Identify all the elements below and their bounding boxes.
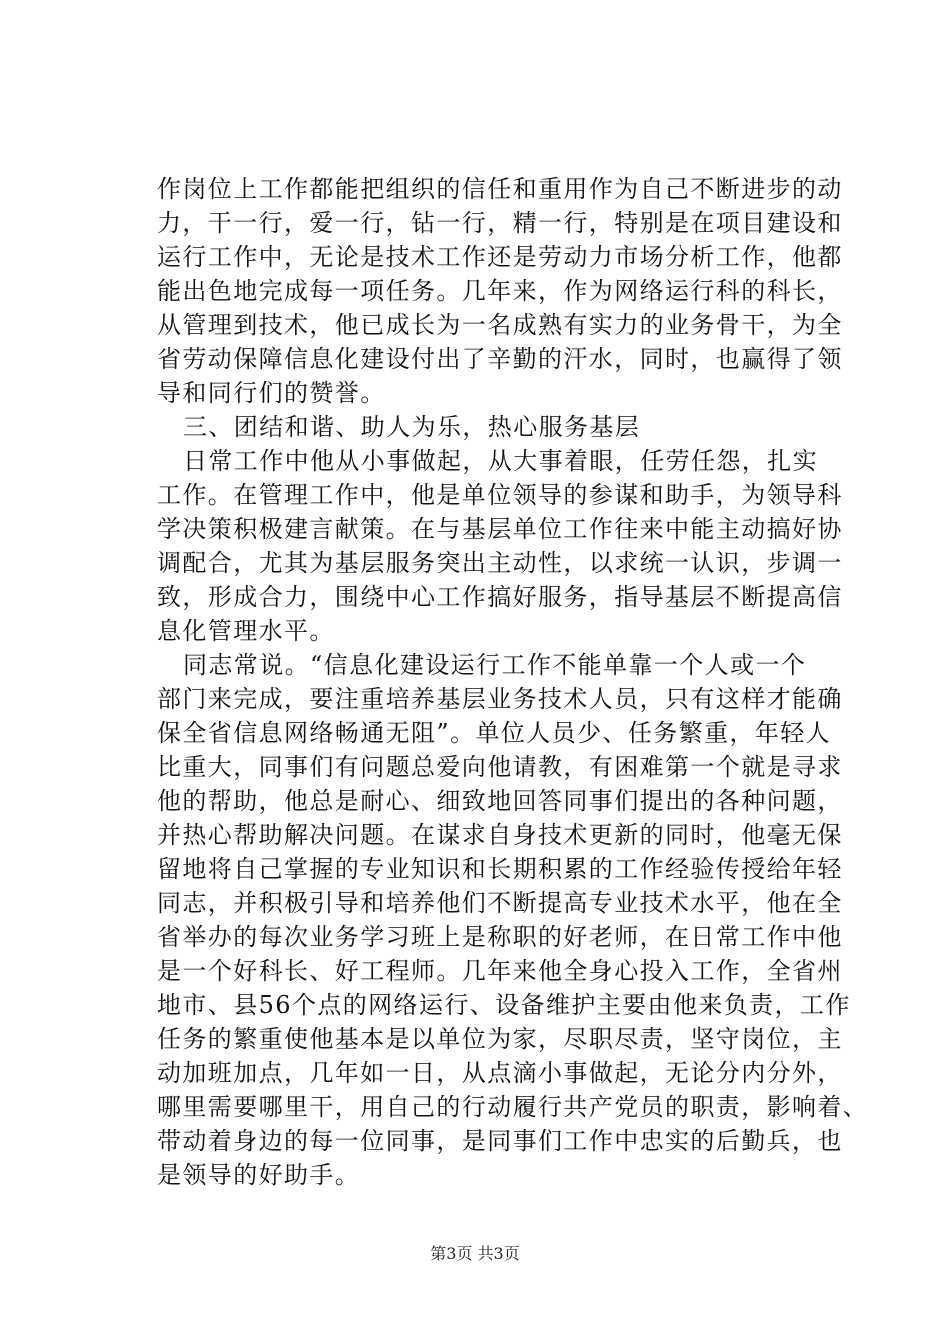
text-line: 致，形成合力，围绕中心工作搞好服务，指导基层不断提高信	[157, 583, 843, 611]
text-line: 导和同行们的赞誉。	[157, 379, 386, 407]
text-line: 学决策积极建言献策。在与基层单位工作往来中能主动搞好协	[157, 515, 843, 543]
section-heading: 三、团结和谐、助人为乐，热心服务基层	[183, 413, 641, 441]
text-line: 是领导的好助手。	[157, 1161, 361, 1189]
text-line: 带动着身边的每一位同事，是同事们工作中忠实的后勤兵，也	[157, 1127, 843, 1155]
text-line: 调配合，尤其为基层服务突出主动性，以求统一认识，步调一	[157, 549, 843, 577]
body-text	[157, 172, 869, 1192]
text-line: 是一个好科长、好工程师。几年来他全身心投入工作，全省州	[157, 957, 843, 985]
text-line: 同志，并积极引导和培养他们不断提高专业技术水平，他在全	[157, 889, 843, 917]
text-line: 任务的繁重使他基本是以单位为家，尽职尽责，坚守岗位，主	[157, 1025, 843, 1053]
text-line: 日常工作中他从小事做起，从大事着眼，任劳任怨，扎实	[183, 447, 818, 475]
text-line: 比重大，同事们有问题总爱向他请教，有困难第一个就是寻求	[157, 753, 843, 781]
text-line: 运行工作中，无论是技术工作还是劳动力市场分析工作，他都	[157, 243, 843, 271]
text-line: 并热心帮助解决问题。在谋求自身技术更新的同时，他毫无保	[157, 821, 843, 849]
text-line: 工作。在管理工作中，他是单位领导的参谋和助手，为领导科	[157, 481, 843, 509]
text-line: 他的帮助，他总是耐心、细致地回答同事们提出的各种问题，	[157, 787, 843, 815]
text-line: 息化管理水平。	[157, 617, 335, 645]
text-line: 省劳动保障信息化建设付出了辛勤的汗水，同时，也赢得了领	[157, 345, 843, 373]
text-line: 力，干一行，爱一行，钻一行，精一行，特别是在项目建设和	[157, 209, 843, 237]
text-line: 同志常说。“信息化建设运行工作不能单靠一个人或一个	[183, 651, 807, 679]
text-line: 能出色地完成每一项任务。几年来，作为网络运行科的科长，	[157, 277, 843, 305]
text-line: 哪里需要哪里干，用自己的行动履行共产党员的职责，影响着、	[157, 1093, 869, 1121]
text-line: 部门来完成，要注重培养基层业务技术人员，只有这样才能确	[157, 685, 843, 713]
text-line: 地市、县56个点的网络运行、设备维护主要由他来负责，工作	[157, 991, 851, 1019]
text-line: 作岗位上工作都能把组织的信任和重用作为自己不断进步的动	[157, 175, 843, 203]
text-line: 省举办的每次业务学习班上是称职的好老师，在日常工作中他	[157, 923, 843, 951]
text-line: 保全省信息网络畅通无阻”。单位人员少、任务繁重，年轻人	[157, 719, 832, 747]
text-line: 动加班加点，几年如一日，从点滴小事做起，无论分内分外，	[157, 1059, 843, 1087]
text-line: 从管理到技术，他已成长为一名成熟有实力的业务骨干，为全	[157, 311, 843, 339]
text-line: 留地将自己掌握的专业知识和长期积累的工作经验传授给年轻	[157, 855, 843, 883]
page-number-footer: 第3页 共3页	[430, 1244, 520, 1263]
